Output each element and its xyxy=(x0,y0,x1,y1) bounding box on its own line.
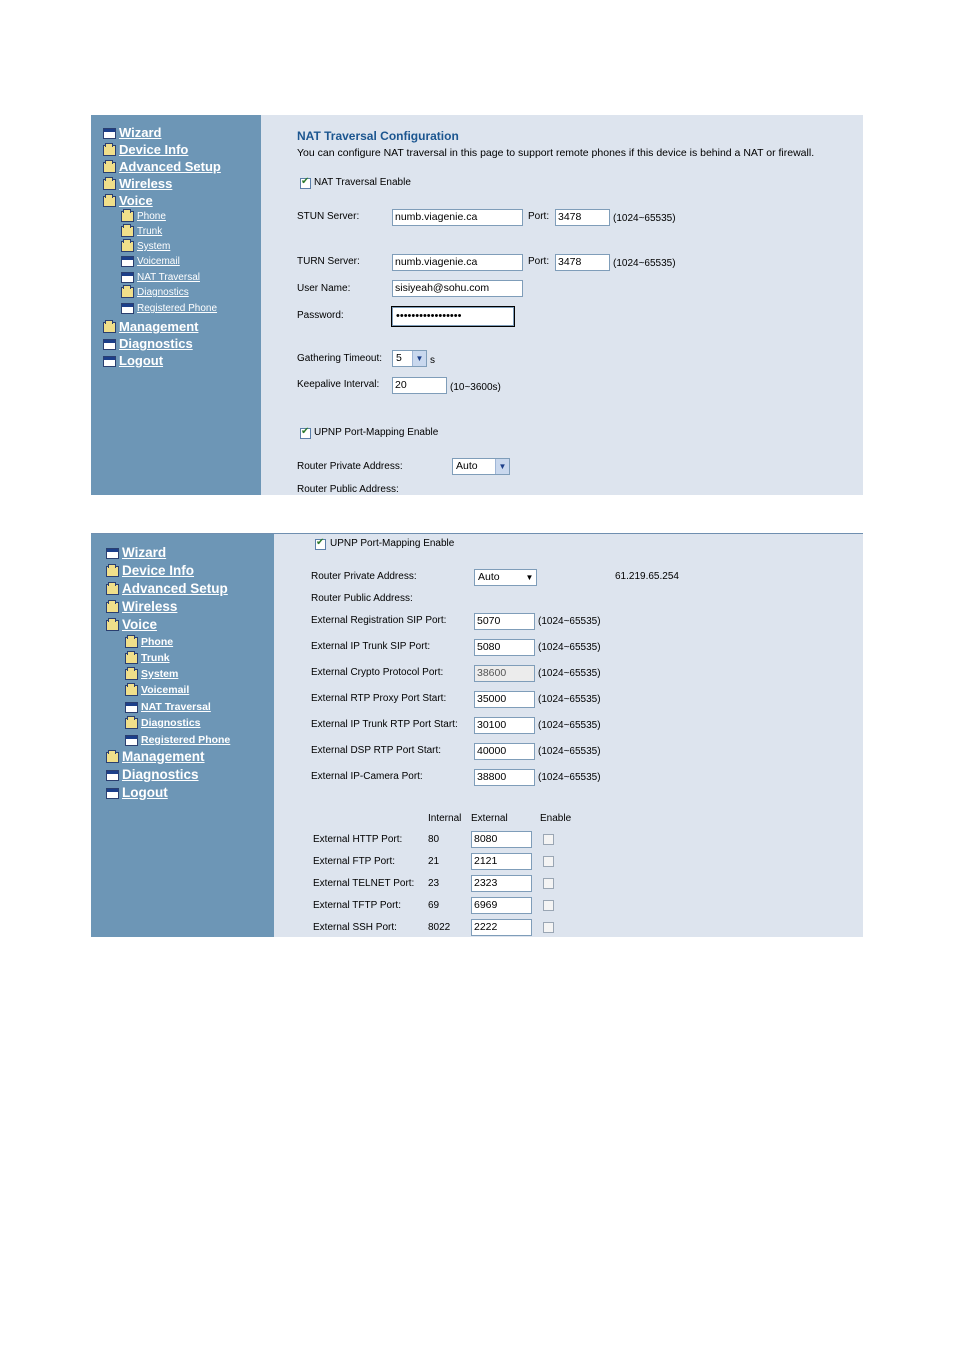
service-enable-checkbox[interactable] xyxy=(543,878,554,889)
port-range: (1024~65535) xyxy=(538,746,601,757)
upnp-content xyxy=(274,534,863,937)
folder-icon xyxy=(103,128,116,139)
keepalive-label: Keepalive Interval: xyxy=(297,379,380,390)
port-range: (1024~65535) xyxy=(538,772,601,783)
folder-open-icon xyxy=(121,241,134,252)
nav-diagnostics[interactable]: Diagnostics xyxy=(106,767,199,782)
port-range: (1024~65535) xyxy=(538,720,601,731)
nav-voice-nat-traversal[interactable]: NAT Traversal xyxy=(125,701,211,713)
stun-port-range: (1024~65535) xyxy=(613,213,676,224)
folder-icon xyxy=(121,303,134,314)
nav-device-info[interactable]: Device Info xyxy=(106,563,194,578)
port-input[interactable]: 30100 xyxy=(474,717,535,734)
upnp-enable-label: UPNP Port-Mapping Enable xyxy=(330,538,455,549)
folder-icon xyxy=(121,256,134,267)
port-range: (1024~65535) xyxy=(538,694,601,705)
port-input[interactable]: 35000 xyxy=(474,691,535,708)
service-label: External TELNET Port: xyxy=(313,878,415,889)
sidebar-nav xyxy=(91,115,261,495)
page-title: NAT Traversal Configuration xyxy=(297,129,459,143)
port-range: (1024~65535) xyxy=(538,616,601,627)
port-label: External DSP RTP Port Start: xyxy=(311,745,442,756)
service-enable-checkbox[interactable] xyxy=(543,834,554,845)
folder-open-icon xyxy=(106,752,119,763)
folder-open-icon xyxy=(121,226,134,237)
folder-open-icon xyxy=(103,179,116,190)
folder-open-icon xyxy=(125,653,138,664)
nat-enable-label: NAT Traversal Enable xyxy=(314,177,411,188)
sidebar-nav xyxy=(91,534,274,937)
stun-port-label: Port: xyxy=(528,211,550,222)
nav-voice-system[interactable]: System xyxy=(125,668,178,680)
col-internal-header: Internal xyxy=(428,813,462,824)
folder-open-icon xyxy=(103,145,116,156)
stun-port-input[interactable]: 3478 xyxy=(555,209,610,226)
router-private-label: Router Private Address: xyxy=(297,461,403,472)
folder-open-icon xyxy=(125,685,138,696)
folder-icon xyxy=(103,339,116,350)
nav-wireless[interactable]: Wireless xyxy=(106,599,177,614)
nav-management[interactable]: Management xyxy=(103,319,198,334)
nav-device-info[interactable]: Device Info xyxy=(103,142,188,157)
router-public-label: Router Public Address: xyxy=(297,484,399,495)
port-input[interactable]: 40000 xyxy=(474,743,535,760)
upnp-config-screenshot xyxy=(91,533,863,937)
router-private-select[interactable]: Auto ▼ xyxy=(474,569,537,586)
nav-voice-nat-traversal[interactable]: NAT Traversal xyxy=(121,272,200,283)
nav-voice-diagnostics[interactable]: Diagnostics xyxy=(121,287,189,298)
folder-icon xyxy=(106,770,119,781)
chevron-down-icon: ▼ xyxy=(495,459,509,474)
folder-open-icon xyxy=(125,637,138,648)
port-label: External IP Trunk RTP Port Start: xyxy=(311,719,458,730)
router-public-ip: 61.219.65.254 xyxy=(615,571,679,582)
port-input[interactable]: 5080 xyxy=(474,639,535,656)
folder-open-icon xyxy=(121,211,134,222)
port-range: (1024~65535) xyxy=(538,668,601,679)
nav-wizard[interactable]: Wizard xyxy=(103,125,162,140)
folder-open-icon xyxy=(103,196,116,207)
turn-server-input[interactable]: numb.viagenie.ca xyxy=(392,254,523,271)
folder-open-icon xyxy=(103,322,116,333)
page-description: You can configure NAT traversal in this page to support remote phones if this device is behind a NAT or firewall. xyxy=(297,147,815,159)
folder-icon xyxy=(125,735,138,746)
port-label: External IP Trunk SIP Port: xyxy=(311,641,431,652)
folder-open-icon xyxy=(106,584,119,595)
service-internal: 8022 xyxy=(428,922,451,933)
nav-voice-phone[interactable]: Phone xyxy=(125,636,173,648)
port-label: External IP-Camera Port: xyxy=(311,771,423,782)
password-label: Password: xyxy=(297,310,344,321)
nat-content xyxy=(261,115,863,495)
service-label: External TFTP Port: xyxy=(313,900,401,911)
port-input[interactable]: 5070 xyxy=(474,613,535,630)
port-input-disabled: 38600 xyxy=(474,665,535,682)
nav-advanced-setup[interactable]: Advanced Setup xyxy=(103,159,221,174)
password-input[interactable]: ••••••••••••••••• xyxy=(392,307,514,326)
upnp-enable-checkbox[interactable] xyxy=(300,428,311,439)
folder-open-icon xyxy=(106,602,119,613)
service-internal: 69 xyxy=(428,900,440,911)
nav-voice-trunk[interactable]: Trunk xyxy=(125,652,170,664)
nav-voice-phone[interactable]: Phone xyxy=(121,211,166,222)
service-label: External FTP Port: xyxy=(313,856,396,867)
chevron-down-icon: ▼ xyxy=(525,573,534,582)
folder-icon xyxy=(106,788,119,799)
nav-management[interactable]: Management xyxy=(106,749,205,764)
col-external-header: External xyxy=(471,813,508,824)
folder-open-icon xyxy=(121,287,134,298)
nav-diagnostics[interactable]: Diagnostics xyxy=(103,336,193,351)
port-range: (1024~65535) xyxy=(538,642,601,653)
nav-voice-voicemail[interactable]: Voicemail xyxy=(121,256,180,267)
keepalive-input[interactable]: 20 xyxy=(392,377,447,394)
port-input[interactable]: 38800 xyxy=(474,769,535,786)
nav-voice[interactable]: Voice xyxy=(103,193,153,208)
service-external-input[interactable]: 8080 xyxy=(471,831,532,848)
username-label: User Name: xyxy=(297,283,351,294)
service-external-input[interactable]: 6969 xyxy=(471,897,532,914)
service-external-input[interactable]: 2222 xyxy=(471,919,532,936)
nav-voice-trunk[interactable]: Trunk xyxy=(121,226,162,237)
service-enable-checkbox[interactable] xyxy=(543,922,554,933)
stun-server-label: STUN Server: xyxy=(297,211,360,222)
nav-logout[interactable]: Logout xyxy=(106,785,168,800)
router-public-label: Router Public Address: xyxy=(311,593,413,604)
folder-icon xyxy=(125,702,138,713)
turn-port-label: Port: xyxy=(528,256,550,267)
service-enable-checkbox[interactable] xyxy=(543,856,554,867)
nav-wizard[interactable]: Wizard xyxy=(106,545,166,560)
keepalive-range: (10~3600s) xyxy=(450,382,501,393)
service-label: External SSH Port: xyxy=(313,922,397,933)
nat-enable-checkbox[interactable] xyxy=(300,178,311,189)
service-enable-checkbox[interactable] xyxy=(543,900,554,911)
folder-icon xyxy=(121,272,134,283)
folder-open-icon xyxy=(125,669,138,680)
gathering-timeout-unit: s xyxy=(430,355,435,366)
gathering-timeout-label: Gathering Timeout: xyxy=(297,353,383,364)
port-label: External RTP Proxy Port Start: xyxy=(311,693,447,704)
port-label: External Registration SIP Port: xyxy=(311,615,447,626)
folder-open-icon xyxy=(106,620,119,631)
col-enable-header: Enable xyxy=(540,813,572,824)
folder-open-icon xyxy=(106,566,119,577)
chevron-down-icon: ▼ xyxy=(412,351,426,366)
upnp-enable-label: UPNP Port-Mapping Enable xyxy=(314,427,439,438)
nav-voice[interactable]: Voice xyxy=(106,617,157,632)
nav-logout[interactable]: Logout xyxy=(103,353,163,368)
folder-icon xyxy=(103,356,116,367)
folder-open-icon xyxy=(125,718,138,729)
router-private-select[interactable]: Auto ▼ xyxy=(452,458,510,475)
gathering-timeout-select[interactable]: 5 ▼ xyxy=(392,350,427,367)
upnp-enable-checkbox[interactable] xyxy=(315,539,326,550)
port-label: External Crypto Protocol Port: xyxy=(311,667,444,678)
router-private-label: Router Private Address: xyxy=(311,571,417,582)
service-internal: 80 xyxy=(428,834,440,845)
turn-port-input[interactable]: 3478 xyxy=(555,254,610,271)
nav-voice-registered-phone[interactable]: Registered Phone xyxy=(125,734,230,746)
service-internal: 21 xyxy=(428,856,440,867)
nav-voice-registered-phone[interactable]: Registered Phone xyxy=(121,303,217,314)
nat-config-screenshot xyxy=(91,115,863,495)
service-label: External HTTP Port: xyxy=(313,834,403,845)
nav-voice-diagnostics[interactable]: Diagnostics xyxy=(125,717,201,729)
nav-voice-voicemail[interactable]: Voicemail xyxy=(125,684,189,696)
nav-wireless[interactable]: Wireless xyxy=(103,176,172,191)
folder-icon xyxy=(106,548,119,559)
turn-port-range: (1024~65535) xyxy=(613,258,676,269)
service-external-input[interactable]: 2121 xyxy=(471,853,532,870)
username-input[interactable]: sisiyeah@sohu.com xyxy=(392,280,523,297)
turn-server-label: TURN Server: xyxy=(297,256,360,267)
service-internal: 23 xyxy=(428,878,440,889)
service-external-input[interactable]: 2323 xyxy=(471,875,532,892)
nav-voice-system[interactable]: System xyxy=(121,241,170,252)
folder-open-icon xyxy=(103,162,116,173)
stun-server-input[interactable]: numb.viagenie.ca xyxy=(392,209,523,226)
nav-advanced-setup[interactable]: Advanced Setup xyxy=(106,581,228,596)
